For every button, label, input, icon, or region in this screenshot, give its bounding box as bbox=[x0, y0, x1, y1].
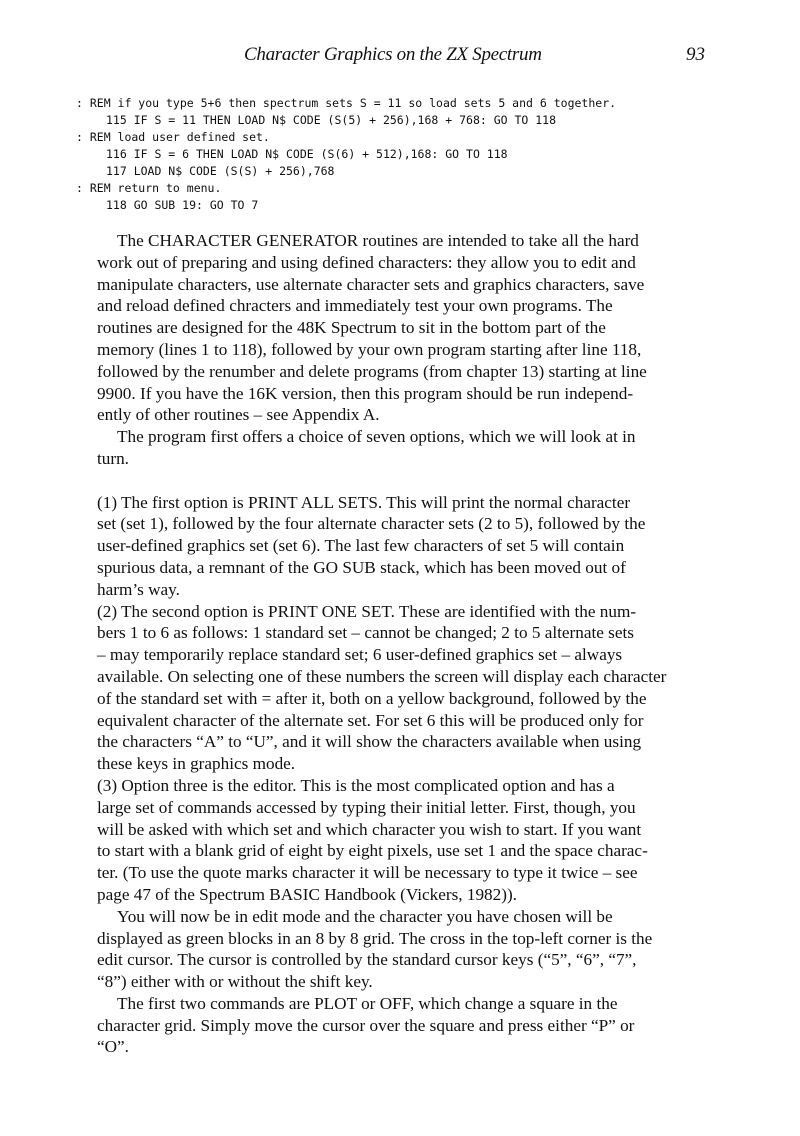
text-line: followed by the renumber and delete programs (from chapter 13) starting at line bbox=[97, 361, 647, 381]
text-line: of the standard set with = after it, both on a yellow background, followed by the bbox=[97, 688, 647, 708]
paragraph-gap bbox=[97, 470, 717, 492]
text-line: large set of commands accessed by typing their initial letter. First, though, you bbox=[97, 797, 636, 817]
text-line: (3) Option three is the editor. This is the most complicated option and has a bbox=[97, 775, 615, 795]
text-line: (2) The second option is PRINT ONE SET. These are identified with the num- bbox=[97, 601, 637, 621]
text-line: You will now be in edit mode and the character you have chosen will be bbox=[117, 906, 613, 926]
text-line: work out of preparing and using defined characters: they allow you to edit and bbox=[97, 252, 636, 272]
text-line: equivalent character of the alternate set. For set 6 this will be produced only for bbox=[97, 710, 644, 730]
text-line: The CHARACTER GENERATOR routines are intended to take all the hard bbox=[117, 231, 639, 250]
text-line: ently of other routines – see Appendix A. bbox=[97, 405, 380, 425]
text-line: spurious data, a remnant of the GO SUB stack, which has been moved out of bbox=[97, 557, 626, 577]
running-head bbox=[0, 44, 800, 70]
text-line: “O”. bbox=[97, 1037, 129, 1057]
text-line: user-defined graphics set (set 6). The last few characters of set 5 will contain bbox=[97, 536, 625, 556]
text-line: 9900. If you have the 16K version, then this program should be run independ- bbox=[97, 383, 634, 403]
text-line: – may temporarily replace standard set; 6 user-defined graphics set – always bbox=[97, 645, 623, 665]
code-rem-line: : REM load user defined set. bbox=[76, 130, 270, 144]
text-line: to start with a blank grid of eight by eight pixels, use set 1 and the space charac- bbox=[97, 841, 648, 861]
code-rem-line: : REM return to menu. bbox=[76, 181, 222, 195]
text-line: available. On selecting one of these numbers the screen will display each character bbox=[97, 666, 667, 686]
text-line: memory (lines 1 to 118), followed by your own program starting after line 118, bbox=[97, 339, 642, 359]
text-line: will be asked with which set and which character you wish to start. If you want bbox=[97, 819, 642, 839]
code-line: 117 LOAD N$ CODE (S(S) + 256),768 bbox=[106, 164, 335, 178]
text-line: bers 1 to 6 as follows: 1 standard set – cannot be changed; 2 to 5 alternate sets bbox=[97, 623, 634, 643]
running-title: Character Graphics on the ZX Spectrum bbox=[244, 44, 542, 65]
text-line: “8”) either with or without the shift key. bbox=[97, 972, 373, 992]
text-line: page 47 of the Spectrum BASIC Handbook (Vickers, 1982)). bbox=[97, 884, 517, 904]
body-text bbox=[97, 230, 717, 1058]
text-line: character grid. Simply move the cursor over the square and press either “P” or bbox=[97, 1015, 635, 1035]
text-line: routines are designed for the 48K Spectrum to sit in the bottom part of the bbox=[97, 318, 606, 338]
text-line: these keys in graphics mode. bbox=[97, 754, 296, 774]
basic-code-listing bbox=[76, 95, 766, 214]
code-line: 116 IF S = 6 THEN LOAD N$ CODE (S(6) + 512),168: GO TO 118 bbox=[106, 147, 508, 161]
text-line: the characters “A” to “U”, and it will show the characters available when using bbox=[97, 732, 642, 752]
text-line: edit cursor. The cursor is controlled by the standard cursor keys (“5”, “6”, “7”, bbox=[97, 950, 637, 970]
text-line: turn. bbox=[97, 448, 129, 468]
code-line: 118 GO SUB 19: GO TO 7 bbox=[106, 198, 259, 212]
code-rem-line: : REM if you type 5+6 then spectrum sets S = 11 so load sets 5 and 6 together. bbox=[76, 96, 617, 110]
text-line: The program first offers a choice of seven options, which we will look at in bbox=[117, 427, 636, 447]
text-line: displayed as green blocks in an 8 by 8 grid. The cross in the top-left corner is the bbox=[97, 928, 653, 948]
text-line: The first two commands are PLOT or OFF, which change a square in the bbox=[117, 993, 618, 1013]
text-line: (1) The first option is PRINT ALL SETS. This will print the normal character bbox=[97, 492, 631, 512]
text-line: manipulate characters, use alternate character sets and graphics characters, save bbox=[97, 274, 645, 294]
text-line: ter. (To use the quote marks character it will be necessary to type it twice – see bbox=[97, 863, 638, 883]
code-line: 115 IF S = 11 THEN LOAD N$ CODE (S(5) + 256),168 + 768: GO TO 118 bbox=[106, 113, 557, 127]
text-line: and reload defined chracters and immediately test your own programs. The bbox=[97, 296, 613, 316]
text-line: harm’s way. bbox=[97, 579, 180, 599]
text-line: set (set 1), followed by the four alternate character sets (2 to 5), followed by the bbox=[97, 514, 646, 534]
page-number: 93 bbox=[686, 44, 705, 65]
